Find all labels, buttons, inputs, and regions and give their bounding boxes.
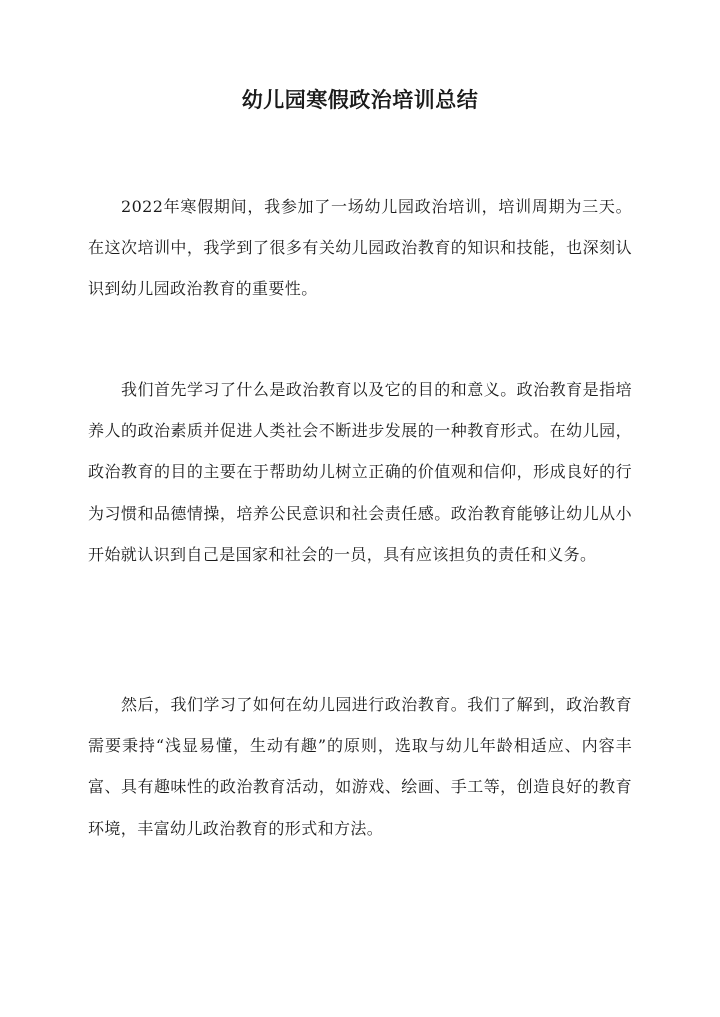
document-title: 幼儿园寒假政治培训总结	[241, 87, 479, 112]
paragraph-3: 然后，我们学习了如何在幼儿园进行政治教育。我们了解到，政治教育需要秉持“浅显易懂，生动有趣”的原则，选取与幼儿年龄相适应、内容丰富、具有趣味性的政治教育活动，如游戏、绘画、手工等，创造良好的教育环境，丰富幼儿政治教育的形式和方法。	[88, 695, 632, 838]
paragraph-1: 2022年寒假期间，我参加了一场幼儿园政治培训，培训周期为三天。在这次培训中，我学到了很多有关幼儿园政治教育的知识和技能，也深刻认识到幼儿园政治教育的重要性。	[88, 197, 632, 299]
paragraph-2: 我们首先学习了什么是政治教育以及它的目的和意义。政治教育是指培养人的政治素质并促进人类社会不断进步发展的一种教育形式。在幼儿园，政治教育的目的主要在于帮助幼儿树立正确的价值观和信仰，形成良好的行为习惯和品德情操，培养公民意识和社会责任感。政治教育能够让幼儿从小开始就认识到自己是国家和社会的一员，具有应该担负的责任和义务。	[88, 380, 632, 564]
